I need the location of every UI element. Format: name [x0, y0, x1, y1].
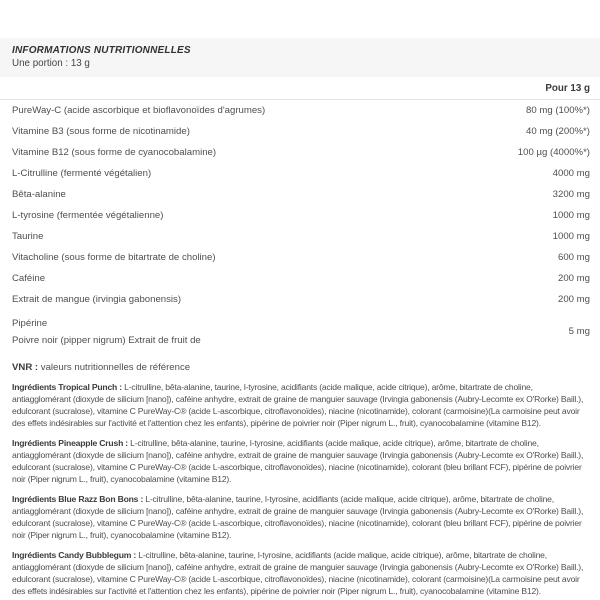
- ingredients-flavor-label: Ingrédients Candy Bubblegum :: [12, 550, 137, 560]
- table-row: [0, 142, 600, 163]
- ingredients-section: [0, 381, 600, 597]
- ingredients-paragraph-blue-razz-bon-bons: [12, 493, 590, 541]
- nutrient-value: 600 mg: [558, 251, 590, 263]
- nutrient-label-line-2: Poivre noir (pipper nigrum) Extrait de fruit de: [12, 334, 201, 346]
- nutrient-table: [0, 100, 600, 353]
- nutrient-label: Bêta-alanine: [12, 188, 66, 200]
- ingredients-paragraph-candy-bubblegum: [12, 549, 590, 597]
- nutrient-value: 80 mg (100%*): [526, 104, 590, 116]
- nutrient-label: [12, 315, 201, 349]
- table-row: [0, 100, 600, 121]
- nutrient-label: Vitacholine (sous forme de bitartrate de choline): [12, 251, 216, 263]
- nutrient-label: L-tyrosine (fermentée végétalienne): [12, 209, 164, 221]
- table-row: [0, 247, 600, 268]
- serving-size-label: Une portion : 13 g: [12, 58, 90, 69]
- ingredients-paragraph-tropical-punch: [12, 381, 590, 429]
- nutrient-value: 200 mg: [558, 272, 590, 284]
- nutrient-value: 1000 mg: [552, 230, 590, 242]
- nutrition-header: [0, 38, 600, 77]
- nutrient-label: L-Citrulline (fermenté végétalien): [12, 167, 152, 179]
- column-header-per-serving: Pour 13 g: [0, 77, 600, 100]
- nutrient-label: PureWay-C (acide ascorbique et bioflavonoïdes d'agrumes): [12, 104, 266, 116]
- table-row: [0, 163, 600, 184]
- nutrient-value: 200 mg: [558, 293, 590, 305]
- nutrient-label: Extrait de mangue (irvingia gabonensis): [12, 293, 182, 305]
- nutrient-value: 3200 mg: [552, 188, 590, 200]
- page-title: INFORMATIONS NUTRITIONNELLES: [12, 45, 191, 56]
- nutrient-label-line-1: Pipérine: [12, 317, 48, 329]
- ingredients-list-text: L-citrulline, bêta-alanine, taurine, l-tyrosine, acidifiants (acide malique, acide citrique), arôme, bitartrate de choline, antiagglomérant (dioxyde de silicium [nano]), caféine anhydre, extrait de graine de manguier sauvage (Irvingia gabonensis (Aubry-Lecomte ex O'Rorke) Baill.), edulcorant (sucralose), vitamine C PureWay-C® (acide L-ascorbique, citroflavonoïdes), niacine (nicotinamide), colorant (carmoisine)(La carmoisine peut avoir des effets indésirables sur l'activité et l'attention chez les enfants), pipérine de poivrier noir (Piper nigrum L., fruit), cyanocobalamine (vitamine B12).: [12, 382, 584, 428]
- nutrient-value: 40 mg (200%*): [526, 125, 590, 137]
- vnr-footnote-label: VNR :: [12, 362, 39, 373]
- table-row: [0, 268, 600, 289]
- table-row: [0, 310, 600, 353]
- nutrient-label: Vitamine B12 (sous forme de cyanocobalamine): [12, 146, 217, 158]
- table-row: [0, 226, 600, 247]
- nutrient-label: Taurine: [12, 230, 44, 242]
- nutrient-value: 5 mg: [568, 325, 590, 337]
- table-row: [0, 289, 600, 310]
- table-row: [0, 121, 600, 142]
- vnr-footnote-text: valeurs nutritionnelles de référence: [38, 362, 191, 373]
- ingredients-flavor-label: Ingrédients Pineapple Crush :: [12, 438, 128, 448]
- nutrient-value: 1000 mg: [552, 209, 590, 221]
- table-row: [0, 184, 600, 205]
- nutrient-value: 100 µg (4000%*): [517, 146, 590, 158]
- nutrient-label: Vitamine B3 (sous forme de nicotinamide): [12, 125, 190, 137]
- vnr-footnote: [0, 353, 600, 373]
- ingredients-list-text: L-citrulline, bêta-alanine, taurine, l-tyrosine, acidifiants (acide malique, acide citrique), arôme, bitartrate de choline, antiagglomérant (dioxyde de silicium [nano]), caféine anhydre, extrait de graine de manguier sauvage (Irvingia gabonensis (Aubry-Lecomte ex O'Rorke) Baill.), edulcorant (sucralose), vitamine C PureWay-C® (acide L-ascorbique, citroflavonoïdes), niacine (nicotinamide), colorant (carmoisine)(La carmoisine peut avoir des effets indésirables sur l'activité et l'attention chez les enfants), pipérine de poivrier noir (Piper nigrum L., fruit), cyanocobalamine (vitamine B12).: [12, 550, 584, 596]
- nutrient-value: 4000 mg: [552, 167, 590, 179]
- ingredients-flavor-label: Ingrédients Tropical Punch :: [12, 382, 122, 392]
- ingredients-list-text: L-citrulline, bêta-alanine, taurine, l-tyrosine, acidifiants (acide malique, acide citrique), arôme, bitartrate de choline, antiagglomérant (dioxyde de silicium [nano]), caféine anhydre, extrait de graine de manguier sauvage (Irvingia gabonensis (Aubry-Lecomte ex O'Rorke) Baill.), edulcorant (sucralose), vitamine C PureWay-C® (acide L-ascorbique, citroflavonoïdes), niacine (nicotinamide), colorant (bleu brillant FCF), pipérine de poivrier noir (Piper nigrum L., fruit), cyanocobalamine (vitamine B12).: [12, 494, 584, 540]
- table-row: [0, 205, 600, 226]
- nutrient-label: Caféine: [12, 272, 46, 284]
- ingredients-list-text: L-citrulline, bêta-alanine, taurine, l-tyrosine, acidifiants (acide malique, acide citrique), arôme, bitartrate de choline, antiagglomérant (dioxyde de silicium [nano]), caféine anhydre, extrait de graine de manguier sauvage (Irvingia gabonensis (Aubry-Lecomte ex O'Rorke) Baill.), edulcorant (sucralose), vitamine C PureWay-C® (acide L-ascorbique, citroflavonoïdes), niacine (nicotinamide), colorant (bleu brillant FCF), pipérine de poivrier noir (Piper nigrum L., fruit), cyanocobalamine (vitamine B12).: [12, 438, 584, 484]
- ingredients-flavor-label: Ingrédients Blue Razz Bon Bons :: [12, 494, 144, 504]
- ingredients-paragraph-pineapple-crush: [12, 437, 590, 485]
